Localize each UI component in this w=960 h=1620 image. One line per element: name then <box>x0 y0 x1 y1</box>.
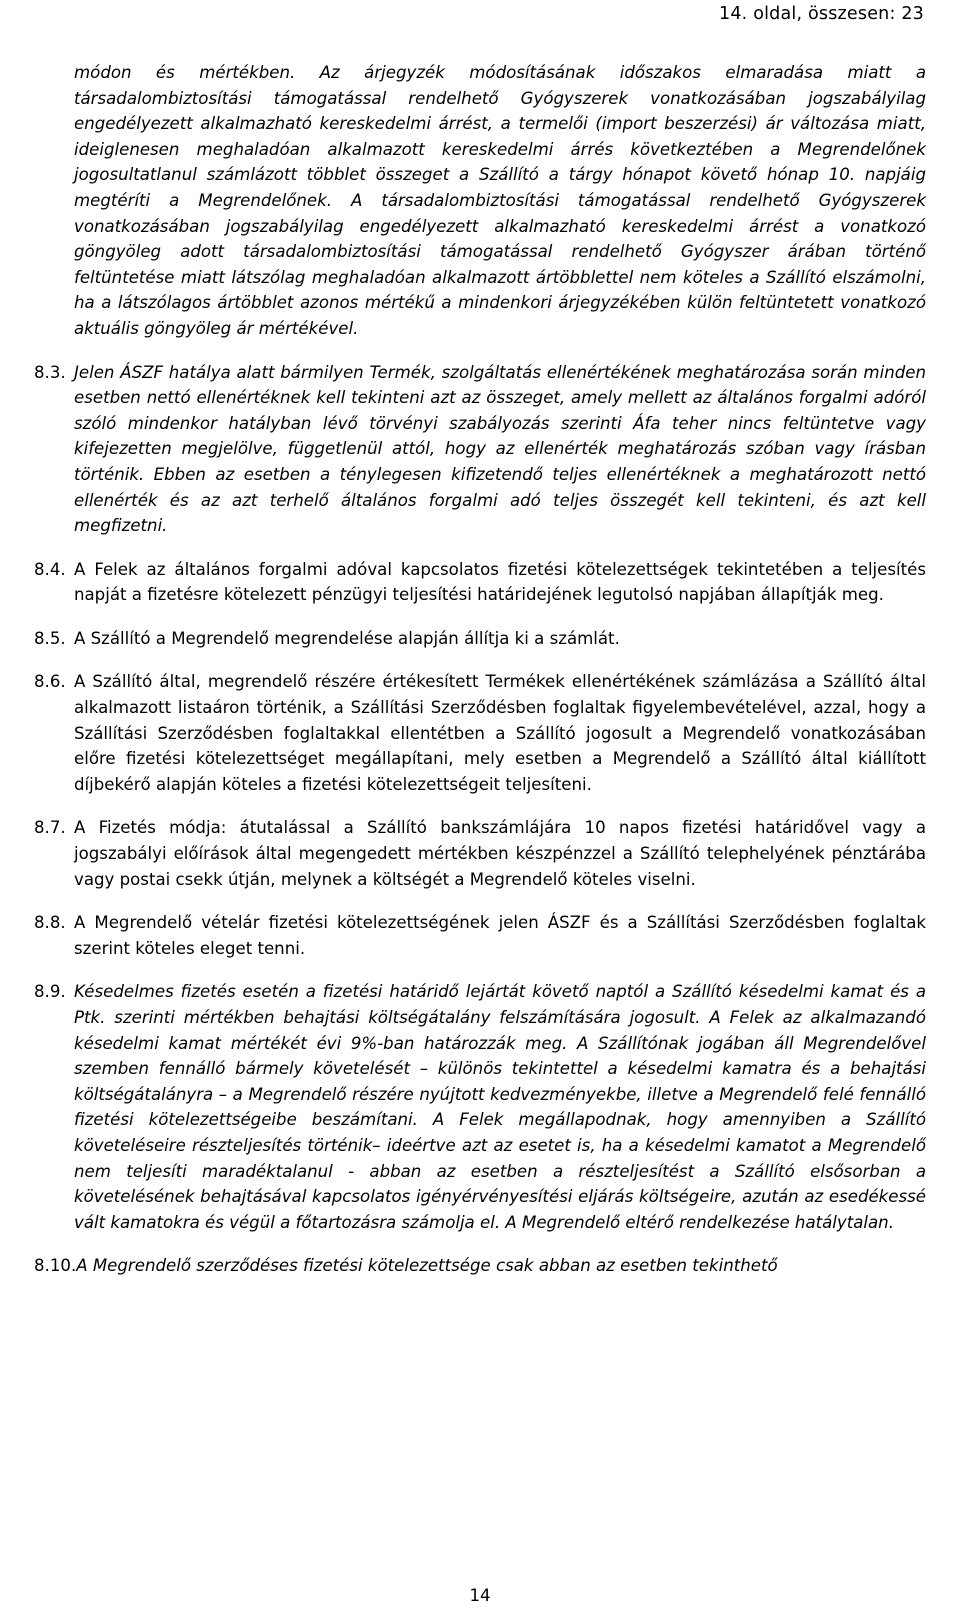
section-text: A Szállító által, megrendelő részére értékesített Termékek ellenértékének számlázása a Szállító által alkalmazott listaáron történik, a Szállítási Szerződésben foglaltak figyelembevételével, azzal, hogy a Szállítási Szerződésben foglaltakkal ellentétben a Szállító jogosult a Megrendelő vonatkozásában előre fizetési kötelezettséget megállapítani, mely esetben a Megrendelő a Szállító által kiállított díjbekérő alapján köteles a fizetési kötelezettségeit teljesíteni. <box>74 672 926 794</box>
section-text: A Fizetés módja: átutalással a Szállító bankszámlájára 10 napos fizetési határidővel vagy a jogszabályi előírások által megengedett mértékben készpénzzel a Szállító telephelyének pénztárába vagy postai csekk útján, melynek a költségét a Megrendelő köteles viselni. <box>74 818 926 889</box>
section-8-4 <box>34 557 926 608</box>
section-text: A Megrendelő szerződéses fizetési kötelezettsége csak abban az esetben tekinthető <box>76 1256 778 1276</box>
section-number: 8.8. <box>34 913 66 933</box>
section-number: 8.3. <box>34 362 66 382</box>
document-body <box>34 60 926 1297</box>
lead-paragraph-text: módon és mértékben. Az árjegyzék módosításának időszakos elmaradása miatt a társadalombiztosítási támogatással rendelhető Gyógyszerek vonatkozásában jogszabályilag engedélyezett alkalmazható kereskedelmi árrést, a termelői (import beszerzési) ár változása miatt, ideiglenesen meghaladóan alkalmazott kereskedelmi árrés következtében a Megrendelőnek jogosultatlanul számlázott többlet összeget a Szállító a tárgy hónapot követő hónap 10. napjáig megtéríti a Megrendelőnek. A társadalombiztosítási támogatással rendelhető Gyógyszerek vonatkozásában jogszabályilag engedélyezett alkalmazható kereskedelmi árrést a vonatkozó göngyöleg adott társadalombiztosítási támogatással rendelhető Gyógyszer árában történő feltüntetése miatt látszólag meghaladóan alkalmazott ártöbblettel nem köteles a Szállító elszámolni, ha a látszólagos ártöbblet azonos mértékű a mindenkori árjegyzékében külön feltüntetett vonatkozó aktuális göngyöleg ár mértékével. <box>74 63 926 338</box>
section-8-7 <box>34 815 926 892</box>
section-number: 8.9. <box>34 982 66 1002</box>
section-text: A Megrendelő vételár fizetési kötelezettségének jelen ÁSZF és a Szállítási Szerződésben foglaltak szerint köteles eleget tenni. <box>74 913 926 958</box>
lead-paragraph <box>34 60 926 342</box>
section-8-6 <box>34 669 926 797</box>
section-8-8 <box>34 910 926 961</box>
page-header: 14. oldal, összesen: 23 <box>719 4 924 24</box>
section-number: 8.6. <box>34 672 66 692</box>
section-8-9 <box>34 979 926 1235</box>
section-8-10 <box>34 1253 926 1279</box>
section-number: 8.7. <box>34 818 66 838</box>
section-text: A Szállító a Megrendelő megrendelése alapján állítja ki a számlát. <box>74 628 620 648</box>
section-number: 8.5. <box>34 628 66 648</box>
section-text: A Felek az általános forgalmi adóval kapcsolatos fizetési kötelezettségek tekintetében a teljesítés napját a fizetésre kötelezett pénzügyi teljesítési határidejének legutolsó napjában állapítják meg. <box>74 559 926 605</box>
page-number: 14 <box>469 1586 491 1605</box>
section-8-3 <box>34 360 926 539</box>
section-text: Jelen ÁSZF hatálya alatt bármilyen Termék, szolgáltatás ellenértékének meghatározása során minden esetben nettó ellenértéknek kell tekinteni azt az összeget, amely mellett az általános forgalmi adóról szóló mindenkor hatályban lévő törvényi szabályozás szerinti Áfa teher nincs feltüntetve vagy kifejezetten megjelölve, függetlenül attól, hogy az ellenérték meghatározás szóban vagy írásban történik. Ebben az esetben a ténylegesen kifizetendő teljes ellenértéknek a meghatározott nettó ellenérték és az azt terhelő általános forgalmi adó teljes összegét kell tekinteni, és azt kell megfizetni. <box>74 362 926 536</box>
section-text: Késedelmes fizetés esetén a fizetési határidő lejártát követő naptól a Szállító késedelmi kamat és a Ptk. szerinti mértékben behajtási költségátalány felszámítására jogosult. A Felek az alkalmazandó késedelmi kamat mértékét évi 9%-ban határozzák meg. A Szállítónak jogában áll Megrendelővel szemben fennálló bármely követelését – különös tekintettel a késedelmi kamatra és a behajtási költségátalányra – a Megrendelő részére nyújtott kedvezményekbe, illetve a Megrendelő felé fennálló fizetési kötelezettségeibe beszámítani. A Felek megállapodnak, hogy amennyiben a Szállító követeléseire részteljesítés történik– ideértve azt az esetet is, ha a késedelmi kamatot a Megrendelő nem teljesíti maradéktalanul - abban az esetben a részteljesítést a Szállító elsősorban a követelésének behajtásával kapcsolatos igényérvényesítési eljárás költségeire, azután az esedékessé vált kamatokra és végül a főtartozásra számolja el. A Megrendelő eltérő rendelkezése hatálytalan. <box>74 982 926 1232</box>
section-number: 8.4. <box>34 559 66 579</box>
section-8-5 <box>34 626 926 652</box>
section-number: 8.10. <box>34 1256 77 1276</box>
